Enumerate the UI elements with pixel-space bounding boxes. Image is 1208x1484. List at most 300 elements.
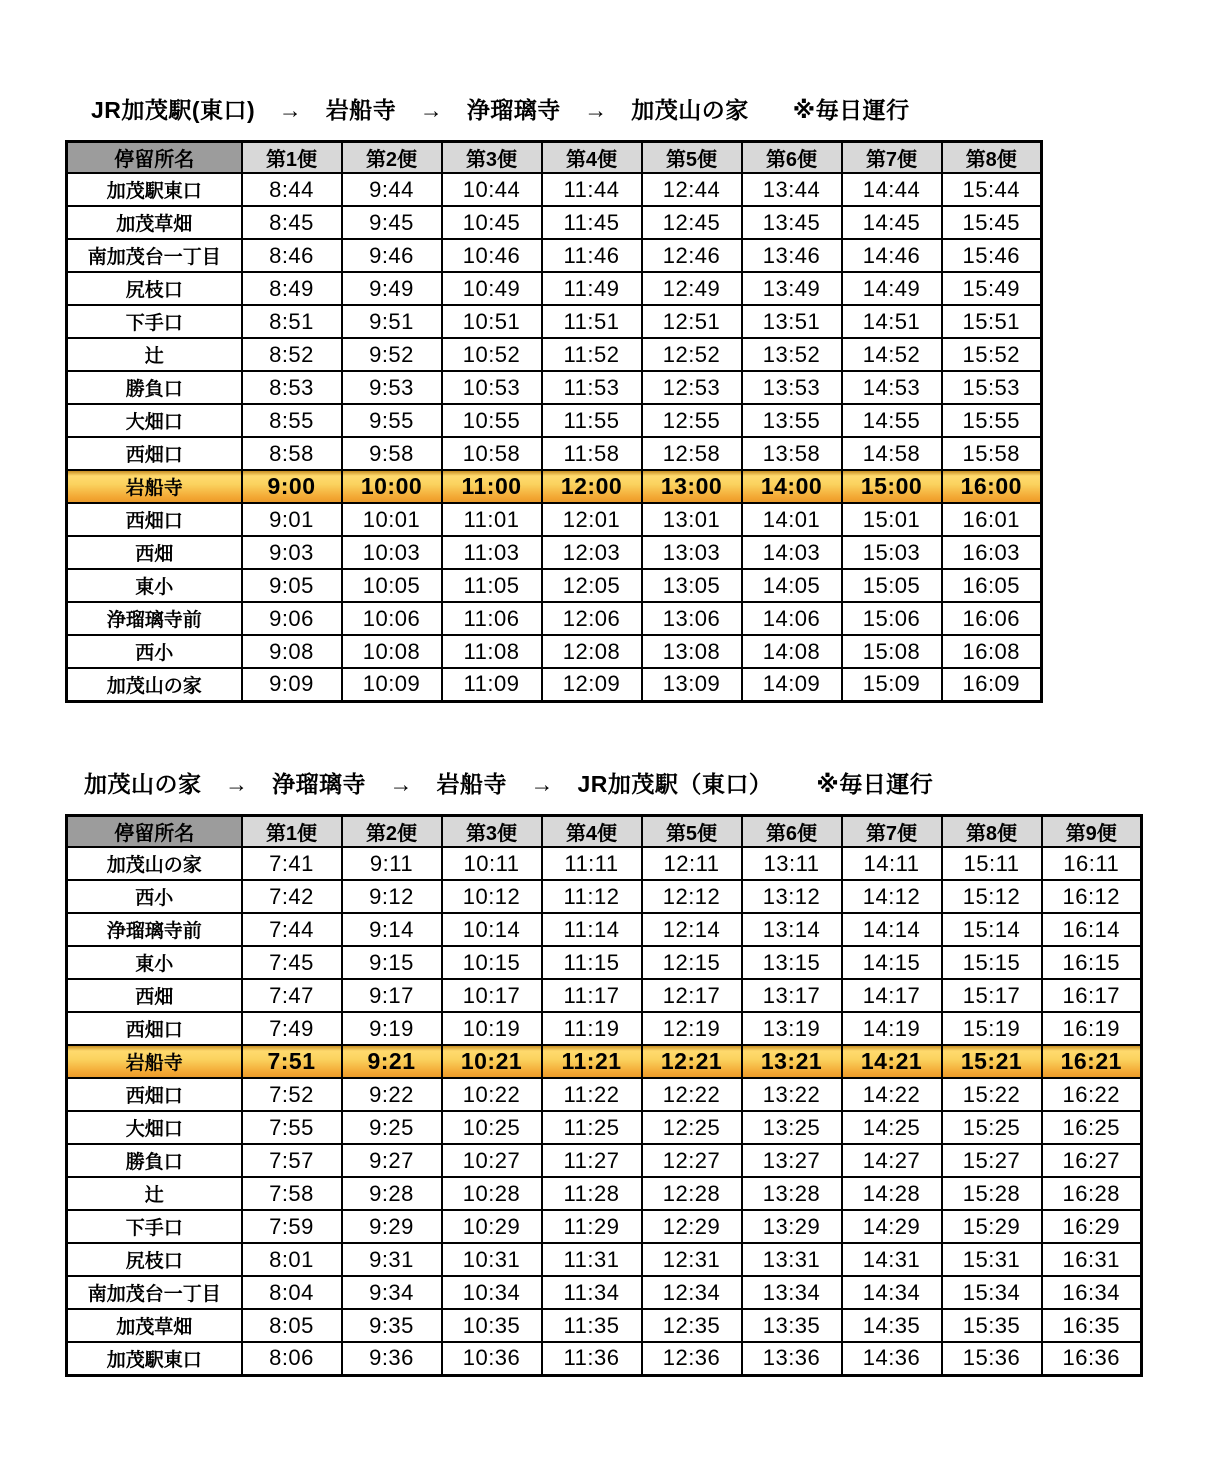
- time-cell: 15:44: [942, 173, 1042, 206]
- table-row: [67, 880, 1142, 913]
- time-cell: 15:45: [942, 206, 1042, 239]
- time-cell: 15:27: [942, 1144, 1042, 1177]
- station-cell: 西小: [67, 880, 242, 913]
- time-cell: 16:12: [1042, 880, 1142, 913]
- station-cell: 西小: [67, 635, 242, 668]
- time-cell: 10:46: [442, 239, 542, 272]
- time-cell: 16:35: [1042, 1309, 1142, 1342]
- time-cell: 14:44: [842, 173, 942, 206]
- time-cell: 10:00: [342, 470, 442, 503]
- time-cell: 12:01: [542, 503, 642, 536]
- station-cell: 加茂駅東口: [67, 1342, 242, 1375]
- return-daily-note: ※毎日運行: [816, 771, 934, 797]
- table-row: [67, 239, 1042, 272]
- time-cell: 13:53: [742, 371, 842, 404]
- time-cell: 13:34: [742, 1276, 842, 1309]
- time-cell: 15:09: [842, 668, 942, 701]
- time-cell: 10:06: [342, 602, 442, 635]
- table-row: [67, 668, 1042, 701]
- station-cell: 辻: [67, 1177, 242, 1210]
- time-cell: 16:00: [942, 470, 1042, 503]
- time-cell: 14:36: [842, 1342, 942, 1375]
- header-row: [67, 142, 1042, 174]
- table-row: [67, 437, 1042, 470]
- time-cell: 7:59: [242, 1210, 342, 1243]
- time-cell: 12:08: [542, 635, 642, 668]
- time-cell: 10:03: [342, 536, 442, 569]
- time-cell: 9:15: [342, 946, 442, 979]
- time-cell: 14:01: [742, 503, 842, 536]
- time-cell: 16:36: [1042, 1342, 1142, 1375]
- table-row: [67, 1243, 1142, 1276]
- trip-column-header: 第1便: [242, 816, 342, 848]
- return-title: [84, 766, 1143, 799]
- time-cell: 11:06: [442, 602, 542, 635]
- time-cell: 13:05: [642, 569, 742, 602]
- time-cell: 8:55: [242, 404, 342, 437]
- trip-column-header: 第5便: [642, 142, 742, 174]
- time-cell: 13:19: [742, 1012, 842, 1045]
- time-cell: 11:28: [542, 1177, 642, 1210]
- time-cell: 9:21: [342, 1045, 442, 1078]
- station-cell: 下手口: [67, 305, 242, 338]
- table-row: [67, 173, 1042, 206]
- time-cell: 12:31: [642, 1243, 742, 1276]
- station-cell: 加茂山の家: [67, 668, 242, 701]
- time-cell: 11:35: [542, 1309, 642, 1342]
- time-cell: 10:17: [442, 979, 542, 1012]
- time-cell: 13:03: [642, 536, 742, 569]
- trip-column-header: 第6便: [742, 142, 842, 174]
- time-cell: 15:00: [842, 470, 942, 503]
- station-cell: 西畑口: [67, 503, 242, 536]
- time-cell: 10:55: [442, 404, 542, 437]
- time-cell: 10:31: [442, 1243, 542, 1276]
- time-cell: 15:58: [942, 437, 1042, 470]
- time-cell: 10:36: [442, 1342, 542, 1375]
- time-cell: 8:05: [242, 1309, 342, 1342]
- time-cell: 10:52: [442, 338, 542, 371]
- trip-column-header: 第5便: [642, 816, 742, 848]
- time-cell: 14:19: [842, 1012, 942, 1045]
- time-cell: 15:25: [942, 1111, 1042, 1144]
- time-cell: 10:27: [442, 1144, 542, 1177]
- time-cell: 15:28: [942, 1177, 1042, 1210]
- outbound-daily-note: ※毎日運行: [792, 97, 910, 123]
- time-cell: 15:55: [942, 404, 1042, 437]
- time-cell: 11:58: [542, 437, 642, 470]
- time-cell: 13:35: [742, 1309, 842, 1342]
- time-cell: 14:29: [842, 1210, 942, 1243]
- return-timetable: [65, 814, 1143, 1377]
- time-cell: 14:00: [742, 470, 842, 503]
- outbound-title: [91, 92, 1043, 125]
- time-cell: 14:11: [842, 847, 942, 880]
- time-cell: 7:42: [242, 880, 342, 913]
- time-cell: 13:25: [742, 1111, 842, 1144]
- time-cell: 8:49: [242, 272, 342, 305]
- time-cell: 10:08: [342, 635, 442, 668]
- time-cell: 15:36: [942, 1342, 1042, 1375]
- table-row: [67, 371, 1042, 404]
- time-cell: 14:49: [842, 272, 942, 305]
- time-cell: 11:25: [542, 1111, 642, 1144]
- time-cell: 13:36: [742, 1342, 842, 1375]
- time-cell: 14:46: [842, 239, 942, 272]
- time-cell: 13:08: [642, 635, 742, 668]
- time-cell: 15:22: [942, 1078, 1042, 1111]
- time-cell: 9:09: [242, 668, 342, 701]
- station-cell: 岩船寺: [67, 470, 242, 503]
- time-cell: 16:14: [1042, 913, 1142, 946]
- time-cell: 14:28: [842, 1177, 942, 1210]
- table-row: [67, 404, 1042, 437]
- station-cell: 東小: [67, 946, 242, 979]
- time-cell: 10:19: [442, 1012, 542, 1045]
- time-cell: 11:03: [442, 536, 542, 569]
- time-cell: 12:49: [642, 272, 742, 305]
- time-cell: 10:45: [442, 206, 542, 239]
- time-cell: 15:53: [942, 371, 1042, 404]
- time-cell: 12:19: [642, 1012, 742, 1045]
- time-cell: 14:27: [842, 1144, 942, 1177]
- time-cell: 10:15: [442, 946, 542, 979]
- time-cell: 12:55: [642, 404, 742, 437]
- table-row: [67, 1144, 1142, 1177]
- time-cell: 15:29: [942, 1210, 1042, 1243]
- time-cell: 10:44: [442, 173, 542, 206]
- time-cell: 12:21: [642, 1045, 742, 1078]
- time-cell: 14:35: [842, 1309, 942, 1342]
- time-cell: 9:12: [342, 880, 442, 913]
- time-cell: 8:04: [242, 1276, 342, 1309]
- time-cell: 11:00: [442, 470, 542, 503]
- time-cell: 16:22: [1042, 1078, 1142, 1111]
- time-cell: 13:00: [642, 470, 742, 503]
- time-cell: 11:31: [542, 1243, 642, 1276]
- time-cell: 9:34: [342, 1276, 442, 1309]
- time-cell: 9:25: [342, 1111, 442, 1144]
- time-cell: 12:45: [642, 206, 742, 239]
- time-cell: 13:17: [742, 979, 842, 1012]
- time-cell: 10:21: [442, 1045, 542, 1078]
- table-row: [67, 206, 1042, 239]
- time-cell: 15:01: [842, 503, 942, 536]
- time-cell: 9:27: [342, 1144, 442, 1177]
- time-cell: 11:05: [442, 569, 542, 602]
- time-cell: 7:49: [242, 1012, 342, 1045]
- time-cell: 7:44: [242, 913, 342, 946]
- station-cell: 加茂山の家: [67, 847, 242, 880]
- time-cell: 16:03: [942, 536, 1042, 569]
- outbound-route-text: JR加茂駅(東口) → 岩船寺 → 浄瑠璃寺 → 加茂山の家: [91, 97, 749, 123]
- time-cell: 9:28: [342, 1177, 442, 1210]
- time-cell: 14:31: [842, 1243, 942, 1276]
- time-cell: 12:25: [642, 1111, 742, 1144]
- table-row: [67, 979, 1142, 1012]
- time-cell: 12:22: [642, 1078, 742, 1111]
- trip-column-header: 第8便: [942, 142, 1042, 174]
- time-cell: 12:36: [642, 1342, 742, 1375]
- time-cell: 13:55: [742, 404, 842, 437]
- time-cell: 12:52: [642, 338, 742, 371]
- time-cell: 9:14: [342, 913, 442, 946]
- time-cell: 12:27: [642, 1144, 742, 1177]
- time-cell: 15:46: [942, 239, 1042, 272]
- table-row: [67, 635, 1042, 668]
- station-column-header: 停留所名: [67, 816, 242, 848]
- trip-column-header: 第7便: [842, 816, 942, 848]
- trip-column-header: 第7便: [842, 142, 942, 174]
- time-cell: 14:25: [842, 1111, 942, 1144]
- time-cell: 14:15: [842, 946, 942, 979]
- trip-column-header: 第8便: [942, 816, 1042, 848]
- time-cell: 14:58: [842, 437, 942, 470]
- time-cell: 10:25: [442, 1111, 542, 1144]
- table-row: [67, 1111, 1142, 1144]
- time-cell: 10:05: [342, 569, 442, 602]
- time-cell: 10:49: [442, 272, 542, 305]
- time-cell: 13:31: [742, 1243, 842, 1276]
- station-cell: 南加茂台一丁目: [67, 239, 242, 272]
- time-cell: 13:52: [742, 338, 842, 371]
- time-cell: 16:25: [1042, 1111, 1142, 1144]
- time-cell: 16:29: [1042, 1210, 1142, 1243]
- time-cell: 9:03: [242, 536, 342, 569]
- time-cell: 8:06: [242, 1342, 342, 1375]
- time-cell: 11:53: [542, 371, 642, 404]
- time-cell: 11:27: [542, 1144, 642, 1177]
- time-cell: 13:06: [642, 602, 742, 635]
- time-cell: 11:14: [542, 913, 642, 946]
- time-cell: 8:44: [242, 173, 342, 206]
- return-route-text: 加茂山の家 → 浄瑠璃寺 → 岩船寺 → JR加茂駅（東口）: [84, 771, 773, 797]
- station-column-header: 停留所名: [67, 142, 242, 174]
- time-cell: 8:58: [242, 437, 342, 470]
- station-cell: 加茂駅東口: [67, 173, 242, 206]
- time-cell: 11:45: [542, 206, 642, 239]
- table-row: [67, 569, 1042, 602]
- station-cell: 岩船寺: [67, 1045, 242, 1078]
- time-cell: 11:22: [542, 1078, 642, 1111]
- station-cell: 辻: [67, 338, 242, 371]
- time-cell: 8:53: [242, 371, 342, 404]
- station-cell: 西畑口: [67, 1012, 242, 1045]
- station-cell: 浄瑠璃寺前: [67, 602, 242, 635]
- time-cell: 7:45: [242, 946, 342, 979]
- time-cell: 10:34: [442, 1276, 542, 1309]
- time-cell: 10:53: [442, 371, 542, 404]
- time-cell: 13:51: [742, 305, 842, 338]
- time-cell: 15:05: [842, 569, 942, 602]
- time-cell: 14:14: [842, 913, 942, 946]
- time-cell: 11:49: [542, 272, 642, 305]
- time-cell: 16:34: [1042, 1276, 1142, 1309]
- time-cell: 15:11: [942, 847, 1042, 880]
- time-cell: 14:52: [842, 338, 942, 371]
- time-cell: 16:09: [942, 668, 1042, 701]
- time-cell: 16:06: [942, 602, 1042, 635]
- station-cell: 浄瑠璃寺前: [67, 913, 242, 946]
- time-cell: 14:12: [842, 880, 942, 913]
- time-cell: 14:08: [742, 635, 842, 668]
- table-row: [67, 1177, 1142, 1210]
- time-cell: 12:35: [642, 1309, 742, 1342]
- highlight-row: [67, 470, 1042, 503]
- time-cell: 9:35: [342, 1309, 442, 1342]
- time-cell: 12:06: [542, 602, 642, 635]
- time-cell: 11:11: [542, 847, 642, 880]
- table-row: [67, 602, 1042, 635]
- time-cell: 11:17: [542, 979, 642, 1012]
- time-cell: 9:29: [342, 1210, 442, 1243]
- time-cell: 9:58: [342, 437, 442, 470]
- time-cell: 11:52: [542, 338, 642, 371]
- time-cell: 9:17: [342, 979, 442, 1012]
- time-cell: 15:21: [942, 1045, 1042, 1078]
- time-cell: 11:15: [542, 946, 642, 979]
- time-cell: 12:14: [642, 913, 742, 946]
- table-row: [67, 1342, 1142, 1375]
- time-cell: 10:09: [342, 668, 442, 701]
- trip-column-header: 第3便: [442, 142, 542, 174]
- trip-column-header: 第4便: [542, 142, 642, 174]
- time-cell: 9:11: [342, 847, 442, 880]
- time-cell: 14:06: [742, 602, 842, 635]
- station-cell: 西畑: [67, 979, 242, 1012]
- time-cell: 13:12: [742, 880, 842, 913]
- time-cell: 8:46: [242, 239, 342, 272]
- time-cell: 7:41: [242, 847, 342, 880]
- time-cell: 9:05: [242, 569, 342, 602]
- trip-column-header: 第2便: [342, 816, 442, 848]
- time-cell: 14:55: [842, 404, 942, 437]
- time-cell: 16:05: [942, 569, 1042, 602]
- time-cell: 12:29: [642, 1210, 742, 1243]
- table-row: [67, 272, 1042, 305]
- time-cell: 13:21: [742, 1045, 842, 1078]
- time-cell: 13:09: [642, 668, 742, 701]
- time-cell: 12:53: [642, 371, 742, 404]
- time-cell: 9:52: [342, 338, 442, 371]
- time-cell: 14:03: [742, 536, 842, 569]
- time-cell: 13:44: [742, 173, 842, 206]
- trip-column-header: 第6便: [742, 816, 842, 848]
- time-cell: 15:52: [942, 338, 1042, 371]
- station-cell: 南加茂台一丁目: [67, 1276, 242, 1309]
- time-cell: 12:58: [642, 437, 742, 470]
- time-cell: 11:21: [542, 1045, 642, 1078]
- station-cell: 勝負口: [67, 1144, 242, 1177]
- time-cell: 10:12: [442, 880, 542, 913]
- station-cell: 加茂草畑: [67, 1309, 242, 1342]
- time-cell: 15:31: [942, 1243, 1042, 1276]
- time-cell: 9:45: [342, 206, 442, 239]
- station-cell: 下手口: [67, 1210, 242, 1243]
- time-cell: 11:51: [542, 305, 642, 338]
- time-cell: 9:01: [242, 503, 342, 536]
- time-cell: 9:55: [342, 404, 442, 437]
- table-row: [67, 946, 1142, 979]
- time-cell: 11:55: [542, 404, 642, 437]
- highlight-row: [67, 1045, 1142, 1078]
- station-cell: 尻枝口: [67, 1243, 242, 1276]
- time-cell: 13:11: [742, 847, 842, 880]
- time-cell: 8:45: [242, 206, 342, 239]
- time-cell: 15:12: [942, 880, 1042, 913]
- table-row: [67, 536, 1042, 569]
- station-cell: 西畑口: [67, 1078, 242, 1111]
- time-cell: 10:35: [442, 1309, 542, 1342]
- time-cell: 11:08: [442, 635, 542, 668]
- table-row: [67, 1276, 1142, 1309]
- time-cell: 16:08: [942, 635, 1042, 668]
- time-cell: 9:49: [342, 272, 442, 305]
- time-cell: 13:22: [742, 1078, 842, 1111]
- time-cell: 12:15: [642, 946, 742, 979]
- table-row: [67, 913, 1142, 946]
- time-cell: 12:51: [642, 305, 742, 338]
- table-row: [67, 1210, 1142, 1243]
- table-row: [67, 305, 1042, 338]
- time-cell: 16:11: [1042, 847, 1142, 880]
- time-cell: 16:21: [1042, 1045, 1142, 1078]
- time-cell: 13:28: [742, 1177, 842, 1210]
- outbound-section: [65, 92, 1043, 703]
- time-cell: 15:14: [942, 913, 1042, 946]
- time-cell: 7:57: [242, 1144, 342, 1177]
- time-cell: 16:31: [1042, 1243, 1142, 1276]
- time-cell: 14:09: [742, 668, 842, 701]
- trip-column-header: 第2便: [342, 142, 442, 174]
- time-cell: 9:31: [342, 1243, 442, 1276]
- time-cell: 10:22: [442, 1078, 542, 1111]
- time-cell: 13:49: [742, 272, 842, 305]
- time-cell: 12:05: [542, 569, 642, 602]
- time-cell: 12:09: [542, 668, 642, 701]
- time-cell: 15:51: [942, 305, 1042, 338]
- table-row: [67, 1309, 1142, 1342]
- time-cell: 9:08: [242, 635, 342, 668]
- trip-column-header: 第1便: [242, 142, 342, 174]
- header-row: [67, 816, 1142, 848]
- time-cell: 13:27: [742, 1144, 842, 1177]
- time-cell: 13:46: [742, 239, 842, 272]
- time-cell: 11:46: [542, 239, 642, 272]
- time-cell: 9:06: [242, 602, 342, 635]
- table-row: [67, 338, 1042, 371]
- time-cell: 10:58: [442, 437, 542, 470]
- return-section: [65, 766, 1143, 1377]
- time-cell: 9:44: [342, 173, 442, 206]
- time-cell: 9:22: [342, 1078, 442, 1111]
- table-row: [67, 847, 1142, 880]
- time-cell: 11:34: [542, 1276, 642, 1309]
- time-cell: 14:45: [842, 206, 942, 239]
- time-cell: 12:44: [642, 173, 742, 206]
- station-cell: 大畑口: [67, 1111, 242, 1144]
- time-cell: 12:12: [642, 880, 742, 913]
- time-cell: 16:01: [942, 503, 1042, 536]
- time-cell: 15:34: [942, 1276, 1042, 1309]
- table-row: [67, 503, 1042, 536]
- time-cell: 7:47: [242, 979, 342, 1012]
- time-cell: 13:01: [642, 503, 742, 536]
- station-cell: 尻枝口: [67, 272, 242, 305]
- time-cell: 11:29: [542, 1210, 642, 1243]
- time-cell: 9:53: [342, 371, 442, 404]
- time-cell: 16:19: [1042, 1012, 1142, 1045]
